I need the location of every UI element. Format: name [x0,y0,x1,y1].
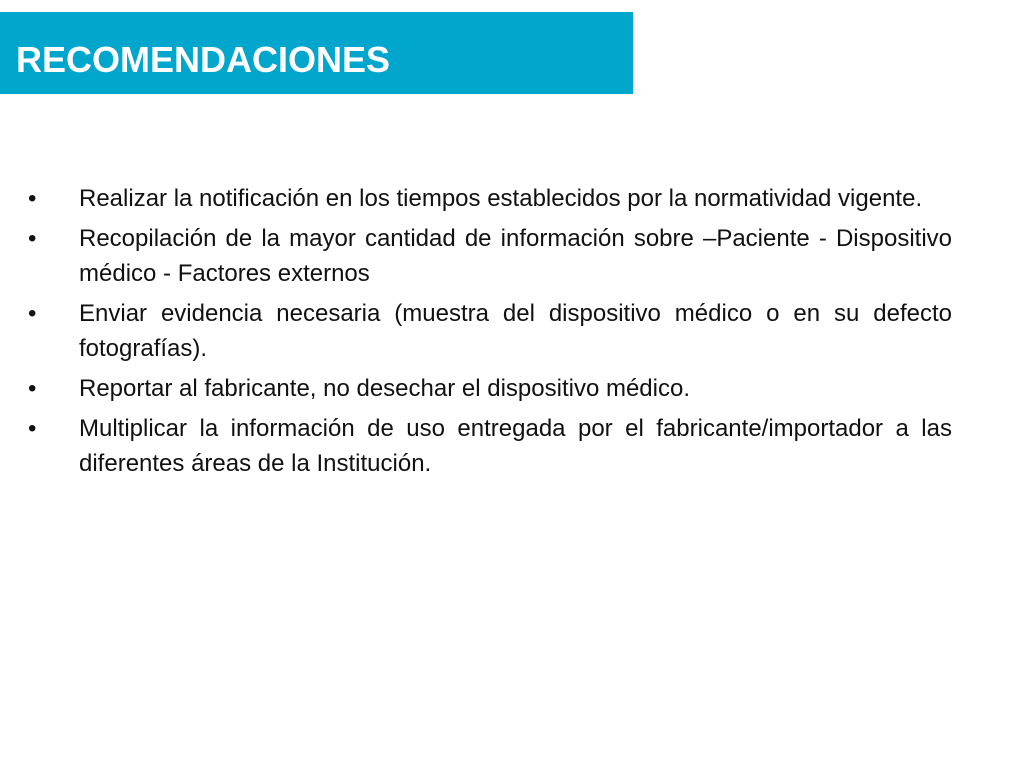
title-banner [0,12,633,94]
list-item [28,371,952,406]
bullet-icon: • [28,225,37,252]
bullet-icon: • [28,185,37,212]
list-item [28,296,952,366]
bullet-icon: • [28,375,37,402]
list-item [28,221,952,291]
list-item [28,181,952,216]
slide-title: RECOMENDACIONES [16,39,391,80]
recommendations-list [28,181,952,486]
bullet-text: Multiplicar la información de uso entregada por el fabricante/importador a las diferentes áreas de la Institución. [79,415,952,477]
bullet-text: Enviar evidencia necesaria (muestra del dispositivo médico o en su defecto fotografías). [79,300,952,362]
bullet-text: Reportar al fabricante, no desechar el dispositivo médico. [79,375,690,402]
bullet-text: Realizar la notificación en los tiempos establecidos por la normatividad vigente. [79,185,923,212]
list-item [28,411,952,481]
bullet-icon: • [28,415,37,442]
bullet-text: Recopilación de la mayor cantidad de información sobre –Paciente - Dispositivo médico - Factores externos [79,225,952,287]
bullet-icon: • [28,300,37,327]
